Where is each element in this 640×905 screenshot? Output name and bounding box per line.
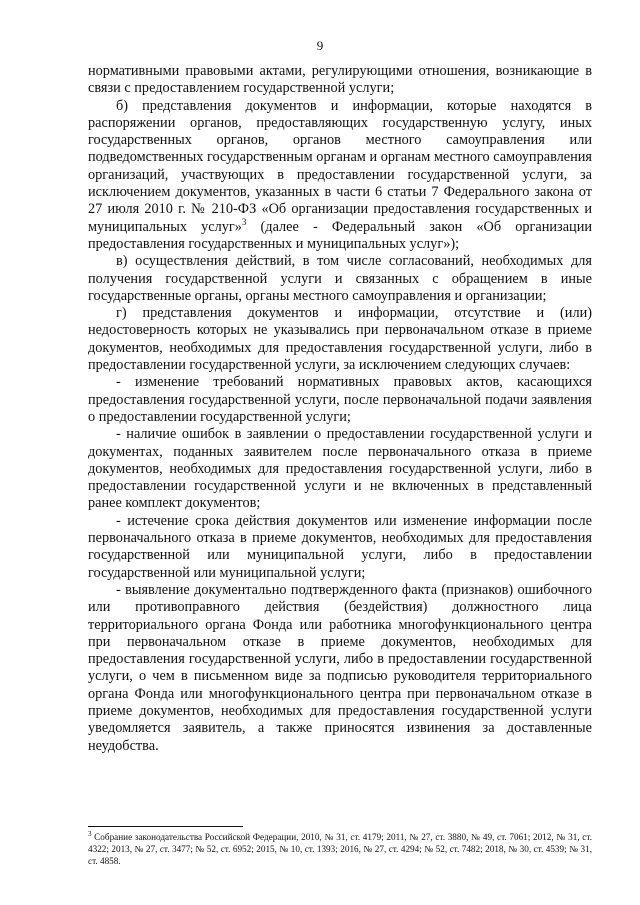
footnote-marker: 3 [88,829,92,838]
paragraph-item-v: в) осуществления действий, в том числе согласований, необходимых для получения государственной услуги и связанных с обращением в иные государственные органы, органы местного самоуправления и организации; [88,253,592,304]
footnote-reference[interactable]: 3 [241,216,247,227]
paragraph-item-b [88,98,592,254]
list-item-requirements-change: - изменение требований нормативных правовых актов, касающихся предоставления государственной услуги, после первоначальной подачи заявления о предоставлении государственной услуги; [88,374,592,425]
paragraph-item-g: г) представления документов и информации, отсутствие и (или) недостоверность которых не указывались при первоначальном отказе в приеме документов, необходимых для предоставления государственной услуги, либо в предоставлении государственной услуги, за исключением следующих случаев: [88,305,592,374]
document-body [88,63,592,755]
list-item-document-expiry: - истечение срока действия документов или изменение информации после первоначального отказа в приеме документов, необходимых для предоставления государственной или муниципальной услуги, либо в предоставлении государственной или муниципальной услуги; [88,512,592,581]
list-item-errors-in-application: - наличие ошибок в заявлении о предоставлении государственной услуги и документах, поданных заявителем после первоначального отказа в приеме документов, необходимых для предоставления государственной услуги, либо в предоставлении государственной услуги и не включенных в представленный ранее комплект документов; [88,426,592,512]
page-number: 9 [316,38,324,53]
footnote [88,831,592,868]
paragraph-continuation: нормативными правовыми актами, регулирующими отношения, возникающие в связи с предоставлением государственной услуги; [88,63,592,97]
footnote-text: Собрание законодательства Российской Федерации, 2010, № 31, ст. 4179; 2011, № 27, ст. 3880, № 49, ст. 7061; 2012, № 31, ст. 4322; 2013, № 27, ст. 3477; № 52, ст. 6952; 2015, № 10, ст. 1393; 2016, № 27, ст. 4294; № 52, ст. 7482; 2018, № 30, ст. 4539; № 31, ст. 4858. [88,832,592,867]
paragraph-item-b-tail: (далее - Федеральный закон «Об организации предоставления государственных и муниципальных услуг»); [88,218,592,252]
footnote-divider [88,826,243,827]
paragraph-item-b-text: б) представления документов и информации, которые находятся в распоряжении органов, предоставляющих государственную услугу, иных государственных органов, органов местного самоуправления или подведомственных государственным органам и органам местного самоуправления организаций, участвующих в предоставлении государственной услуги, за исключением документов, указанных в части 6 статьи 7 Федерального закона от 27 июля 2010 г. № 210-ФЗ «Об организации предоставления государственных и муниципальных услуг» [88,97,592,235]
list-item-unlawful-action: - выявление документально подтвержденного факта (признаков) ошибочного или противоправного действия (бездействия) должностного лица территориального органа Фонда или работника многофункционального центра при первоначальном отказе в приеме документов, необходимых для предоставления государственной услуги, либо в предоставлении государственной услуги, о чем в письменном виде за подписью руководителя территориального органа Фонда или многофункционального центра при первоначальном отказе в приеме документов, необходимых для предоставления государственной услуги уведомляется заявитель, а также приносятся извинения за доставленные неудобства. [88,581,592,754]
